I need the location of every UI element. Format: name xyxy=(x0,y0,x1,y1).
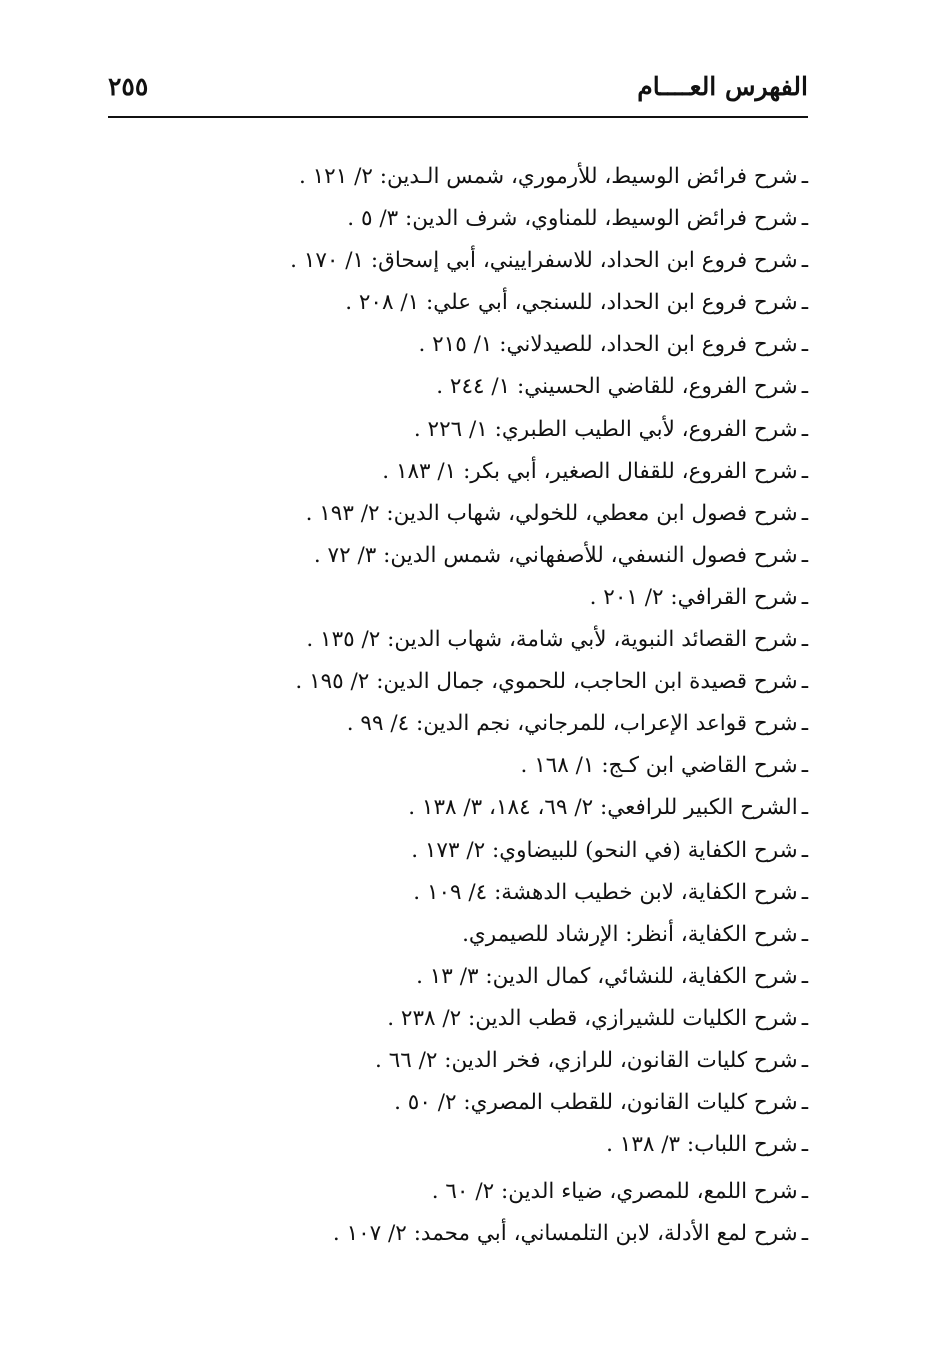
index-entry: ـشرح فرائض الوسيط، للأرموري، شمس الـدين: ٢/ ١٢١ . xyxy=(298,164,808,189)
entry-text: شرح الكفاية، للنشائي، كمال الدين: ٣/ ١٣ . xyxy=(416,963,798,989)
index-entry: ـشرح القاضي ابن كـج: ١/ ١٦٨ . xyxy=(520,753,808,779)
entry-text: شرح فروع ابن الحداد، للسنجي، أبي علي: ١/ ٢٠٨ . xyxy=(345,290,798,316)
index-entry: ـشرح القرافي: ٢/ ٢٠١ . xyxy=(589,584,808,610)
running-title: الفهرس العــــام xyxy=(637,72,808,101)
entry-text: شرح الفروع، للقفال الصغير، أبي بكر: ١/ ١٨٣ . xyxy=(382,458,798,484)
header-rule xyxy=(108,116,808,118)
index-entry: ـشرح فروع ابن الحداد، للسنجي، أبي علي: ١/ ٢٠٨ . xyxy=(345,290,808,316)
entry-text: شرح فرائض الوسيط، للأرموري، شمس الـدين: ٢/ ١٢١ . xyxy=(298,164,798,189)
entry-text: شرح اللمع، للمصري، ضياء الدين: ٢/ ٦٠ . xyxy=(431,1179,798,1205)
index-entry: ـشرح الفروع، للقفال الصغير، أبي بكر: ١/ ١٨٣ . xyxy=(382,458,808,484)
index-entry: ـالشرح الكبير للرافعي: ٢/ ٦٩، ١٨٤، ٣/ ١٣٨ . xyxy=(408,795,808,821)
index-entry: ـشرح الفروع، لأبي الطيب الطبري: ١/ ٢٢٦ . xyxy=(413,416,808,442)
entry-text: شرح القصائد النبوية، لأبي شامة، شهاب الدين: ٢/ ١٣٥ . xyxy=(306,627,798,653)
entry-text: شرح الكفاية، لابن خطيب الدهشة: ٤/ ١٠٩ . xyxy=(413,879,798,905)
entry-text: شرح فصول ابن معطي، للخولي، شهاب الدين: ٢/ ١٩٣ . xyxy=(305,500,798,526)
entry-text: شرح الكليات للشيرازي، قطب الدين: ٢/ ٢٣٨ . xyxy=(387,1005,798,1031)
index-entry: ـشرح الكفاية (في النحو) للبيضاوي: ٢/ ١٧٣ . xyxy=(411,837,808,863)
entry-text: شرح كليات القانون، للرازي، فخر الدين: ٢/ ٦٦ . xyxy=(375,1047,798,1073)
index-entry: ـشرح لمع الأدلة، لابن التلمساني، أبي محمد: ٢/ ١٠٧ . xyxy=(332,1221,808,1247)
entry-text: شرح لمع الأدلة، لابن التلمساني، أبي محمد: ٢/ ١٠٧ . xyxy=(332,1221,798,1247)
index-entry: ـشرح الكفاية، للنشائي، كمال الدين: ٣/ ١٣ . xyxy=(416,963,808,989)
entry-text: شرح القاضي ابن كـج: ١/ ١٦٨ . xyxy=(520,753,798,779)
page-number: ٢٥٥ xyxy=(108,72,149,101)
index-entry: ـشرح فصول ابن معطي، للخولي، شهاب الدين: ٢/ ١٩٣ . xyxy=(305,500,808,526)
index-entry: ـشرح فروع ابن الحداد، للاسفراييني، أبي إسحاق: ١/ ١٧٠ . xyxy=(290,248,808,274)
index-entry: ـشرح الكفاية، لابن خطيب الدهشة: ٤/ ١٠٩ . xyxy=(413,879,808,905)
index-entry: ـشرح قواعد الإعراب، للمرجاني، نجم الدين: ٤/ ٩٩ . xyxy=(346,711,808,737)
index-entry: ـشرح اللباب: ٣/ ١٣٨ . xyxy=(606,1132,808,1158)
index-entry: ـشرح قصيدة ابن الحاجب، للحموي، جمال الدين: ٢/ ١٩٥ . xyxy=(295,669,808,695)
index-entry: ـشرح فصول النسفي، للأصفهاني، شمس الدين: ٣/ ٧٢ . xyxy=(313,542,808,568)
entry-text: شرح قواعد الإعراب، للمرجاني، نجم الدين: ٤/ ٩٩ . xyxy=(346,711,798,737)
entry-text: شرح فروع ابن الحداد، للصيدلاني: ١/ ٢١٥ . xyxy=(418,332,798,358)
entry-text: شرح فروع ابن الحداد، للاسفراييني، أبي إسحاق: ١/ ١٧٠ . xyxy=(290,248,798,274)
entry-text: شرح فصول النسفي، للأصفهاني، شمس الدين: ٣/ ٧٢ . xyxy=(313,542,798,568)
index-entry: ـشرح الكفاية، أنظر: الإرشاد للصيمري. xyxy=(462,921,808,947)
index-entry: ـشرح القصائد النبوية، لأبي شامة، شهاب الدين: ٢/ ١٣٥ . xyxy=(306,627,808,653)
index-entry: ـشرح كليات القانون، للقطب المصري: ٢/ ٥٠ . xyxy=(394,1090,808,1116)
entry-text: الشرح الكبير للرافعي: ٢/ ٦٩، ١٨٤، ٣/ ١٣٨ . xyxy=(408,795,798,821)
entry-text: شرح الفروع، لأبي الطيب الطبري: ١/ ٢٢٦ . xyxy=(413,416,798,442)
index-entry: ـشرح اللمع، للمصري، ضياء الدين: ٢/ ٦٠ . xyxy=(431,1179,808,1205)
entry-text: شرح اللباب: ٣/ ١٣٨ . xyxy=(606,1132,798,1158)
entry-text: شرح الفروع، للقاضي الحسيني: ١/ ٢٤٤ . xyxy=(436,374,798,400)
entry-text: شرح قصيدة ابن الحاجب، للحموي، جمال الدين: ٢/ ١٩٥ . xyxy=(295,669,798,695)
page-header xyxy=(108,70,808,110)
index-entry: ـشرح الكليات للشيرازي، قطب الدين: ٢/ ٢٣٨ . xyxy=(387,1005,808,1031)
entry-text: شرح فرائض الوسيط، للمناوي، شرف الدين: ٣/ ٥ . xyxy=(347,206,798,232)
entry-text: شرح كليات القانون، للقطب المصري: ٢/ ٥٠ . xyxy=(394,1090,798,1116)
index-entry: ـشرح فرائض الوسيط، للمناوي، شرف الدين: ٣/ ٥ . xyxy=(347,206,808,232)
entry-text: شرح القرافي: ٢/ ٢٠١ . xyxy=(589,584,798,610)
index-entry: ـشرح كليات القانون، للرازي، فخر الدين: ٢/ ٦٦ . xyxy=(375,1047,808,1073)
index-entry: ـشرح فروع ابن الحداد، للصيدلاني: ١/ ٢١٥ . xyxy=(418,332,808,358)
entry-text: شرح الكفاية (في النحو) للبيضاوي: ٢/ ١٧٣ . xyxy=(411,837,798,863)
index-entry: ـشرح الفروع، للقاضي الحسيني: ١/ ٢٤٤ . xyxy=(436,374,808,400)
entry-text: شرح الكفاية، أنظر: الإرشاد للصيمري. xyxy=(462,921,798,947)
index-entries xyxy=(168,156,808,1255)
